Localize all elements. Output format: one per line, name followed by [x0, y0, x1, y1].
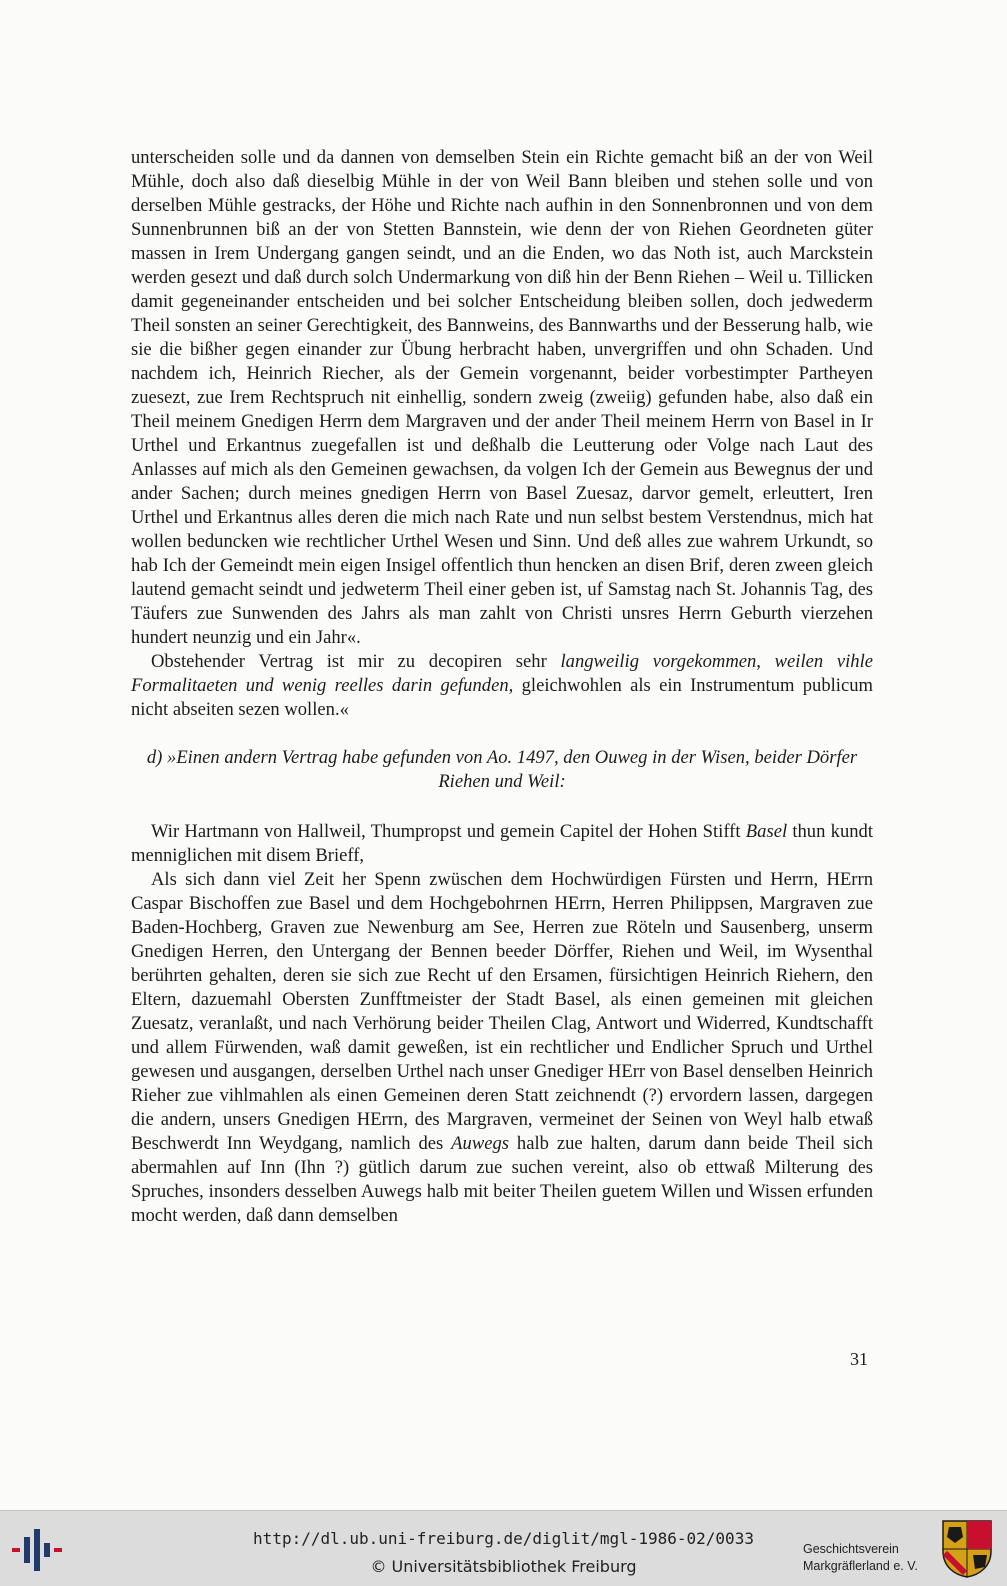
text-run: Als sich dann viel Zeit her Spenn zwüschen dem Hochwürdigen Fürsten und Herrn, HErrn Caspar Bischoffen zue Basel und dem Hochgebohrnen HErrn, Herren Philippsen, Margraven zue Baden-Hochberg, Graven zue Newenburg am See, Herren zue Röteln und Sausenberg, unserm Gnedigen Herren, den Untergang der Bennen beeder Dörffer, Riehen und Weil, im Wysenthal berührten gehalten, deren sie sich zue Recht uf den Ersamen, fürsichtigen Heinrich Riehern, den Eltern, dazuemahl Obersten Zunfftmeister der Stadt Basel, als einen gemeinen mit gleichen Zuesatz, veranlaßt, und nach Verhörung beider Theilen Clag, Antwort und Widerred, Kundtschafft und allem Fürwenden, waß damit geweßen, ist ein rechtlicher und Endlicher Spruch und Urthel gewesen und ausgangen, derselben Urthel nach unser Gnediger HErr von Basel denselben Heinrich Rieher zue vihlmahlen als einen Gemeinen deren Statt zeichnendt (?) ervordern lassen, dargegen die andern, unsers Gnedigen HErrn, des Margraven, vermeinet der Seinen von Weyl halb etwaß Beschwerdt Inn Weydgang, namlich des: [131, 869, 873, 1154]
section-label: d): [146, 747, 163, 768]
text-run: thun kundt menniglichen mit disem Brieff,: [131, 821, 873, 866]
italic-text-run: Basel: [745, 821, 788, 842]
paragraph-opening: [131, 820, 873, 868]
society-name: [803, 1541, 933, 1575]
page-number: 31: [850, 1349, 868, 1369]
section-title: »Einen andern Vertrag habe gefunden von Ao. 1497, den Ouweg in der Wisen, beider Dörfer Riehen und Weil:: [167, 747, 858, 792]
footer-copyright: © Universitätsbibliothek Freiburg: [370, 1557, 637, 1576]
society-line-1: Geschichtsverein: [803, 1542, 899, 1556]
coat-of-arms-icon: [941, 1519, 993, 1579]
paragraph-body: [131, 868, 873, 1228]
text-run: gleichwohlen als ein Instrumentum publicum nicht abseiten sezen wollen.«: [131, 675, 873, 720]
text-run: halb zue halten, darum dann beide Theil sich abermahlen auf Inn (Ihn ?) gütlich darum zue suchen vereint, also ob ettwaß Milterung des Spruches, insonders desselben Auwegs halb mit beiter Theilen guetem Willen und Wissen erfunden mocht werden, daß dann demselben: [131, 1133, 873, 1226]
italic-text-run: langweilig vorgekommen, weilen vihle Formalitaeten und wenig reelles darin gefunden,: [131, 651, 874, 696]
italic-text-run: Auwegs: [451, 1133, 510, 1154]
section-heading: [131, 746, 873, 794]
paragraph-continued: unterscheiden solle und da dannen von demselben Stein ein Richte gemacht biß an der von Weil Mühle, doch also daß dieselbig Mühle in der von Weil Bann bleiben und stehen solle und von derselben Mühle gestracks, der Höhe und Richte nach aufhin in den Sonnenbronnen und von dem Sunnenbrunnen biß an der von Stetten Bannstein, wie denn der von Riehen Geordneten güter massen in Irem Undergang gangen seindt, und an die Enden, wo das Noth ist, auch Marckstein werden gesezt und daß durch solch Undermarkung von diß hin der Benn Riehen – Weil u. Tillicken damit gegeneinander entscheiden und bei solcher Entscheidung bleiben sollen, doch jedwederm Theil sonsten an seiner Gerechtigkeit, des Bannweins, des Bannwarths und der Besserung halb, wie sie die bißher gegen einander zur Übung herbracht haben, unvergriffen und ohn Schaden. Und nachdem ich, Heinrich Riecher, als der Gemein vorgenannt, beider vorbestimpter Partheyen zuesezt, zue Irem Rechtspruch nit einhellig, sondern zweig (zweiig) gefunden habe, also daß ein Theil meinem Gnedigen Herrn dem Margraven und der ander Theil meinem Herrn von Basel in Ir Urthel und Erkantnus zuegefallen ist und deßhalb die Leutterung oder Volge nach Laut des Anlasses auf mich als den Gemeinen gewachsen, da volgen Ich der Gemein aus Bewegnus der und ander Sachen; durch meines gnedigen Herrn von Basel Zuesaz, darvor gemelt, erleuttert, Iren Urthel und Erkantnus alles deren die mich nach Rate und nun selbst bestem Verstendnus, mich hat wollen beduncken wie rechtlicher Urthel Wesen und Sinn. Und deß alles zue wahrem Urkundt, so hab Ich der Gemeindt mein eigen Insigel offentlich thun hencken an disen Brif, deren zween gleich lautend gemacht seindt und jedweterm Theil einer geben ist, uf Samstag nach St. Johannis Tag, des Täufers zue Sunwenden des Jahrs als man zahlt von Christi unsres Herrn Geburth vierzehen hundert neunzig und ein Jahr«.: [131, 147, 873, 648]
text-run: Wir Hartmann von Hallweil, Thumpropst und gemein Capitel der Hohen Stifft: [151, 821, 746, 842]
society-line-2: Markgräflerland e. V.: [803, 1559, 918, 1573]
footer-url-link[interactable]: http://dl.ub.uni-freiburg.de/diglit/mgl-1986-02/0033: [253, 1529, 754, 1548]
footer-bar: [0, 1510, 1007, 1586]
text-run: Obstehender Vertrag ist mir zu decopiren sehr: [151, 651, 561, 672]
paragraph-commentary: [131, 650, 873, 722]
document-body: [131, 146, 873, 1228]
